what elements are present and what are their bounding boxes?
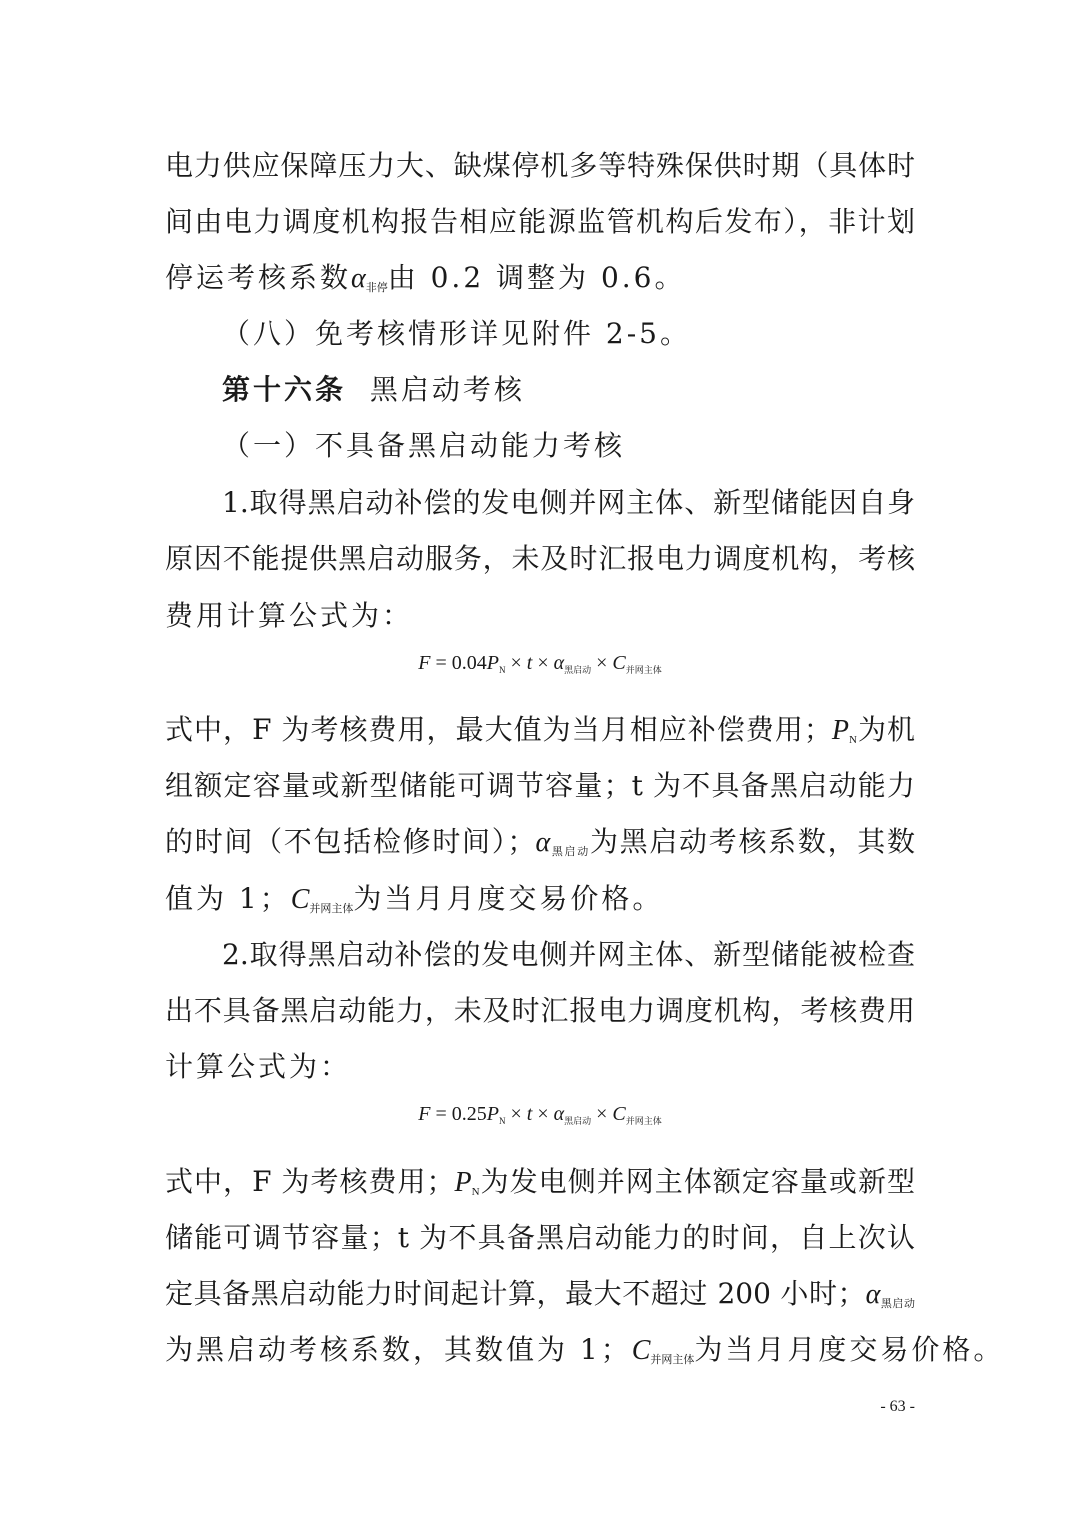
text-line: 计算公式为： (165, 1050, 352, 1083)
text-line: 值为 1；$C_{并网主体}$为当月月度交易价格。 (165, 882, 664, 915)
text-line: 的时间（不包括检修时间）；$\alpha_{黑启动}$为黑启动考核系数，其数 (165, 825, 915, 858)
text-line: 储能可调节容量；t 为不具备黑启动能力的时间，自上次认 (165, 1221, 915, 1254)
text-line: 出不具备黑启动能力，未及时汇报电力调度机构，考核费用 (165, 994, 915, 1027)
text-line: 组额定容量或新型储能可调节容量；t 为不具备黑启动能力 (165, 769, 915, 802)
formula-1: $F = 0.04P_N \times t \times \alpha_{黑启动} \times C_{并网主体}$ (418, 652, 662, 675)
text-line: 电力供应保障压力大、缺煤停机多等特殊保供时期（具体时 (165, 149, 915, 182)
article-title: 黑启动考核 (369, 373, 525, 406)
text-line: 费用计算公式为： (165, 599, 414, 632)
text-line: 定具备黑启动能力时间起计算，最大不超过 200 小时；$\alpha_{黑启动}$ (165, 1277, 916, 1310)
text-line: 1.取得黑启动补偿的发电侧并网主体、新型储能因自身 (222, 486, 915, 519)
text-line: 式中，F 为考核费用，最大值为当月相应补偿费用；$P_N$为机 (165, 713, 915, 746)
text-line: 式中，F 为考核费用；$P_N$为发电侧并网主体额定容量或新型 (165, 1165, 915, 1198)
formula-2: $F = 0.25P_N \times t \times \alpha_{黑启动} \times C_{并网主体}$ (418, 1103, 662, 1126)
text-line: 间由电力调度机构报告相应能源监管机构后发布），非计划 (165, 205, 915, 238)
text-line: 原因不能提供黑启动服务，未及时汇报电力调度机构，考核 (165, 542, 915, 575)
text-line: 2.取得黑启动补偿的发电侧并网主体、新型储能被检查 (222, 938, 915, 971)
article-number: 第十六条 (222, 373, 347, 406)
text-line: 停运考核系数$\alpha_{非停}$由 0.2 调整为 0.6。 (165, 261, 686, 294)
article-heading (222, 370, 915, 410)
page-number: - 63 - (880, 1398, 915, 1415)
clause-eight: （八）免考核情形详见附件 2-5。 (222, 317, 691, 350)
section-heading: （一）不具备黑启动能力考核 (222, 429, 626, 462)
text-line: 为黑启动考核系数，其数值为 1；$C_{并网主体}$为当月月度交易价格。 (165, 1333, 1005, 1366)
